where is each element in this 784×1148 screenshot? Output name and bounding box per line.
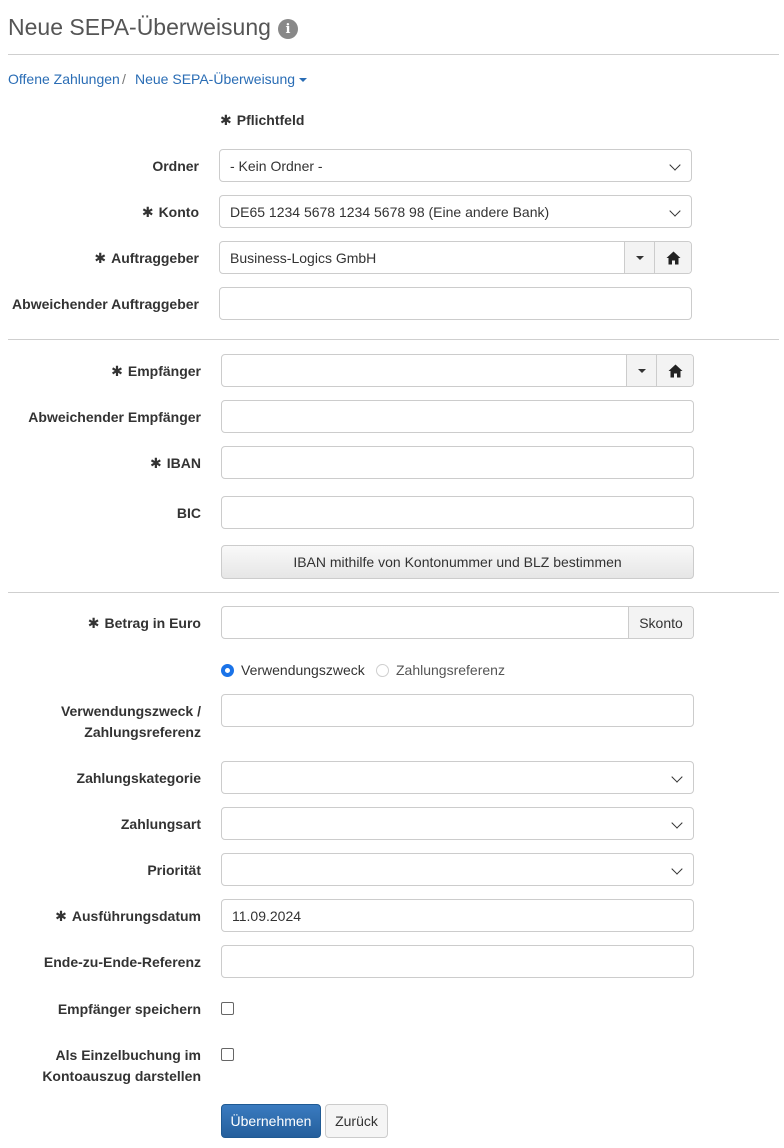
ordner-select[interactable]	[219, 149, 692, 182]
empfaenger-label	[111, 361, 201, 382]
iban-input[interactable]	[221, 446, 694, 479]
abw-empfaenger-label: Abweichender Empfänger	[28, 409, 201, 425]
einzelbuchung-label	[42, 1045, 201, 1087]
caret-down-icon	[638, 369, 646, 373]
required-note	[220, 112, 304, 129]
verwendungszweck-label	[61, 701, 201, 743]
ausfuehrungsdatum-label	[55, 906, 201, 927]
zahlungskategorie-label: Zahlungskategorie	[76, 770, 201, 786]
prioritaet-select[interactable]	[221, 853, 694, 886]
verwendungszweck-input[interactable]	[221, 694, 694, 727]
abw-auftraggeber-input[interactable]	[219, 287, 692, 320]
zahlungskategorie-select[interactable]	[221, 761, 694, 794]
home-icon	[668, 364, 683, 378]
section-divider	[8, 592, 779, 593]
e2e-referenz-label: Ende-zu-Ende-Referenz	[43, 954, 201, 970]
radio-zahlungsreferenz-label: Zahlungsreferenz	[396, 662, 505, 678]
radio-unselected-icon[interactable]	[376, 664, 389, 677]
auftraggeber-dropdown-button[interactable]	[624, 242, 654, 273]
e2e-referenz-input[interactable]	[221, 945, 694, 978]
betrag-group	[221, 606, 694, 639]
home-icon	[666, 251, 681, 265]
zahlungsart-select[interactable]	[221, 807, 694, 840]
breadcrumb-current[interactable]	[135, 71, 307, 87]
empfaenger-home-button[interactable]	[656, 355, 693, 386]
caret-down-icon	[636, 256, 644, 260]
required-mark: ✱	[94, 250, 107, 266]
radio-selected-icon[interactable]	[221, 664, 234, 677]
info-icon[interactable]: i	[278, 19, 298, 39]
required-mark: ✱	[141, 204, 154, 220]
auftraggeber-label-text: Auftraggeber	[111, 250, 199, 266]
abw-auftraggeber-label: Abweichender Auftraggeber	[12, 296, 199, 312]
betrag-label	[88, 613, 201, 634]
chevron-down-icon	[669, 205, 680, 216]
header-divider	[8, 54, 779, 55]
verwendungszweck-label-line2: Zahlungsreferenz	[84, 724, 201, 740]
einzelbuchung-checkbox[interactable]	[221, 1048, 234, 1061]
bic-label: BIC	[176, 505, 201, 521]
abw-empfaenger-input[interactable]	[221, 400, 694, 433]
submit-button[interactable]: Übernehmen	[221, 1104, 321, 1138]
required-mark: ✱	[55, 908, 67, 924]
section-divider	[8, 339, 779, 340]
konto-label	[142, 202, 199, 223]
empfaenger-combo	[221, 354, 694, 387]
auftraggeber-input[interactable]: Business-Logics GmbH	[230, 249, 377, 266]
required-mark: ✱	[111, 363, 123, 379]
caret-down-icon	[299, 78, 307, 82]
konto-label-text: Konto	[158, 204, 199, 220]
iban-calc-button[interactable]: IBAN mithilfe von Kontonummer und BLZ bestimmen	[221, 545, 694, 579]
verwendungszweck-label-line1: Verwendungszweck /	[60, 703, 201, 719]
ordner-label: Ordner	[152, 158, 199, 174]
chevron-down-icon	[671, 771, 682, 782]
auftraggeber-home-button[interactable]	[654, 242, 691, 273]
auftraggeber-combo	[219, 241, 692, 274]
breadcrumb-current-label: Neue SEPA-Überweisung	[135, 71, 296, 87]
radio-zahlungsreferenz[interactable]	[376, 662, 505, 678]
breadcrumb-separator: /	[122, 71, 126, 87]
required-mark: ✱	[220, 112, 232, 128]
prioritaet-label: Priorität	[147, 862, 201, 878]
chevron-down-icon	[669, 159, 680, 170]
empfaenger-dropdown-button[interactable]	[626, 355, 656, 386]
skonto-button[interactable]: Skonto	[628, 607, 693, 638]
radio-verwendungszweck[interactable]	[221, 662, 365, 678]
empfaenger-speichern-checkbox[interactable]	[221, 1002, 234, 1015]
ausfuehrungsdatum-label-text: Ausführungsdatum	[71, 908, 201, 924]
back-button[interactable]: Zurück	[325, 1104, 388, 1138]
iban-label-text: IBAN	[166, 455, 201, 471]
konto-select[interactable]	[219, 195, 692, 228]
betrag-label-text: Betrag in Euro	[104, 615, 201, 631]
required-note-label: Pflichtfeld	[236, 112, 305, 128]
empfaenger-label-text: Empfänger	[127, 363, 201, 379]
chevron-down-icon	[671, 863, 682, 874]
required-mark: ✱	[87, 615, 100, 631]
ausfuehrungsdatum-input[interactable]: 11.09.2024	[221, 899, 694, 932]
konto-value: DE65 1234 5678 1234 5678 98 (Eine andere Bank)	[230, 203, 550, 220]
ordner-value: - Kein Ordner -	[230, 157, 323, 174]
radio-verwendungszweck-label: Verwendungszweck	[241, 662, 365, 678]
einzelbuchung-label-line1: Als Einzelbuchung im	[55, 1047, 201, 1063]
einzelbuchung-label-line2: Kontoauszug darstellen	[42, 1068, 201, 1084]
zahlungsart-label: Zahlungsart	[120, 816, 201, 832]
auftraggeber-label	[94, 248, 199, 269]
empfaenger-speichern-label: Empfänger speichern	[57, 1001, 201, 1017]
required-mark: ✱	[150, 455, 162, 471]
breadcrumb-parent[interactable]: Offene Zahlungen	[8, 71, 120, 87]
iban-label	[150, 453, 201, 474]
chevron-down-icon	[671, 817, 682, 828]
page-title: Neue SEPA-Überweisung	[8, 14, 271, 40]
bic-input[interactable]	[221, 496, 694, 529]
